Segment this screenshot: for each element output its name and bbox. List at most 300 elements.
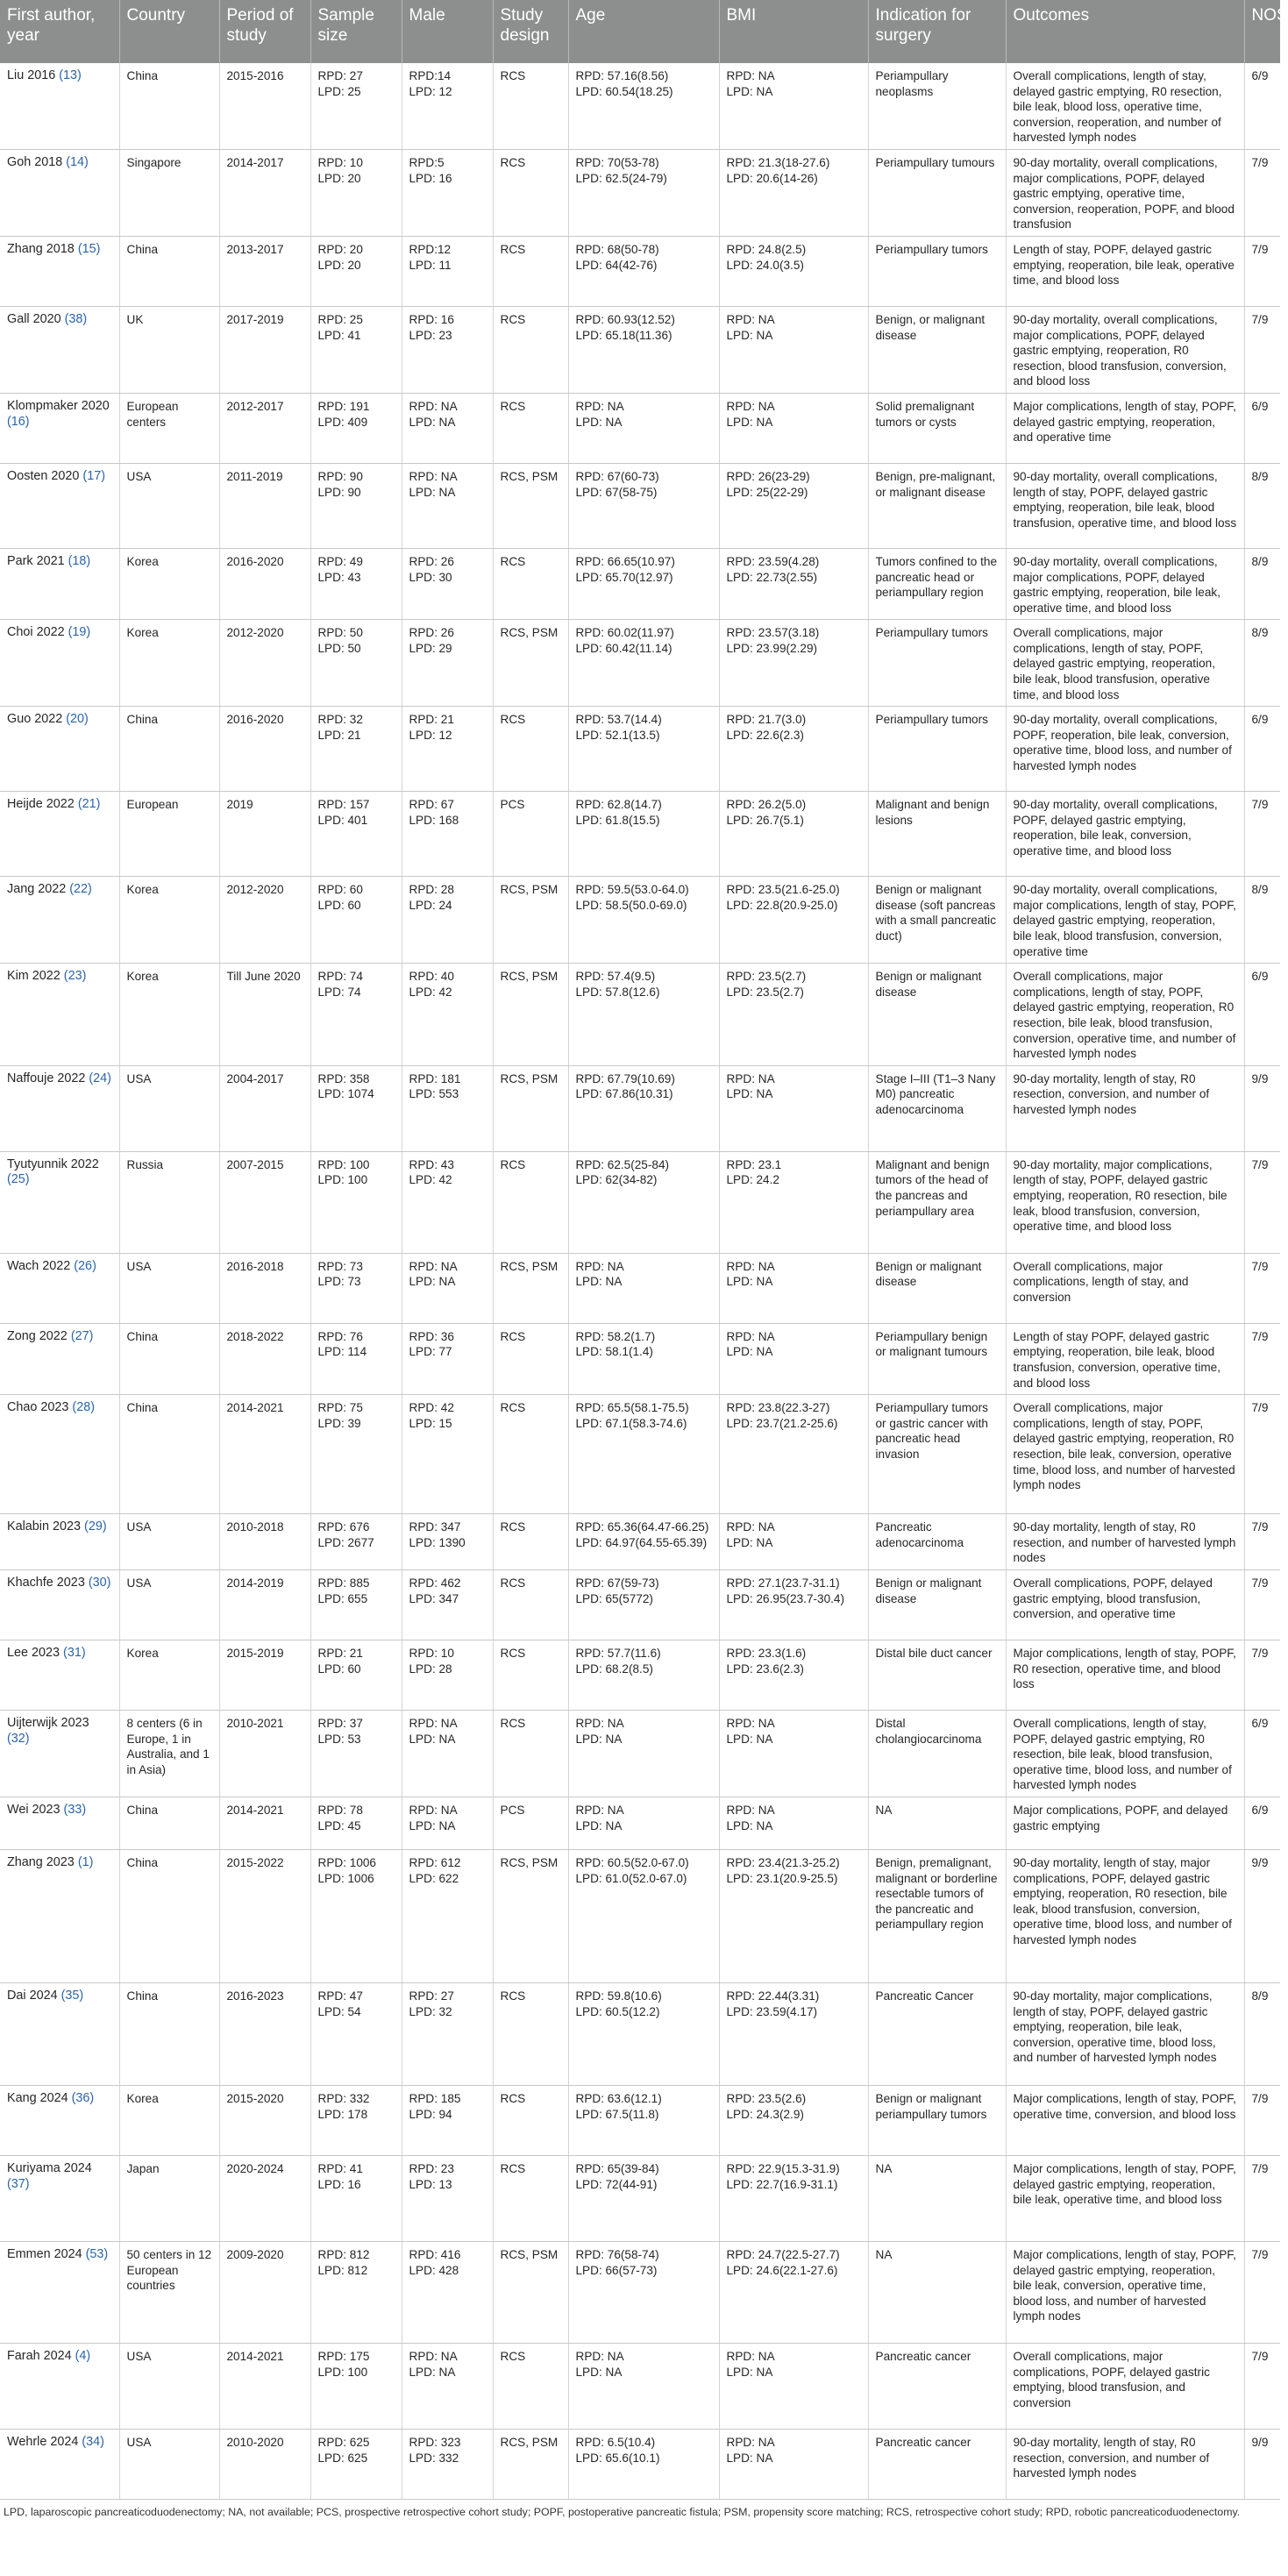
male-rpd: RPD: 28 (409, 883, 454, 897)
reference-link: (31) (63, 1645, 86, 1660)
cell-study-design (493, 149, 568, 236)
cell-study-design (493, 1797, 568, 1849)
outcomes-value: Overall complications, major complications, length of stay, POPF, delayed gastric emptying, reoperation, R0 resection, bile leak, conversion, operative time, blood loss, and number of harvested lymph nodes (1013, 1401, 1235, 1492)
bmi-rpd: RPD: NA (726, 69, 775, 82)
cell-sample-size (310, 1569, 402, 1640)
country-value: USA (126, 469, 152, 483)
table-header (0, 0, 1288, 63)
table-row (0, 2155, 1280, 2241)
sample-lpd: LPD: 50 (317, 641, 361, 655)
outcomes-value: Length of stay POPF, delayed gastric emptying, reoperation, bile leak, blood transfusion, conversion, operative time, and blood loss (1013, 1329, 1220, 1390)
period-value: 2010-2020 (226, 2435, 284, 2449)
cell-nos (1244, 306, 1280, 393)
author-name: Kalabin 2023 (7, 1519, 82, 1534)
cell-age (568, 149, 719, 236)
cell-author (0, 1151, 119, 1253)
cell-male (402, 1849, 493, 1982)
cell-country (119, 2343, 219, 2429)
header-male: Male (402, 0, 493, 63)
cell-male (402, 1065, 493, 1151)
author-name: Oosten 2020 (7, 468, 80, 483)
design-value: RCS (500, 1401, 526, 1415)
sample-lpd: LPD: 20 (317, 171, 361, 185)
cell-author (0, 63, 119, 149)
author-name: Wei 2023 (7, 1802, 60, 1817)
cell-age (568, 877, 719, 964)
cell-period (219, 463, 310, 548)
bmi-lpd: LPD: NA (726, 1732, 773, 1746)
reference-link: (13) (59, 68, 82, 82)
outcomes-value: Overall complications, major complications, length of stay, and conversion (1013, 1259, 1189, 1304)
reference-link: (37) (7, 2176, 30, 2191)
bmi-lpd: LPD: 25(22-29) (726, 485, 808, 499)
male-lpd: LPD: 553 (409, 1087, 459, 1101)
reference-link: (1) (77, 1854, 94, 1869)
sample-rpd: RPD: 47 (317, 1989, 363, 2003)
design-value: PCS (500, 1803, 525, 1817)
table-row (0, 2343, 1280, 2429)
cell-author (0, 1797, 119, 1849)
indication-value: Pancreatic Cancer (875, 1989, 974, 2003)
period-value: Till June 2020 (226, 970, 301, 984)
indication-value: NA (875, 2247, 893, 2261)
table-row (0, 707, 1280, 792)
cell-indication (868, 1982, 1006, 2085)
male-rpd: RPD: 26 (409, 626, 454, 640)
male-lpd: LPD: 16 (409, 171, 452, 185)
cell-bmi (719, 964, 868, 1066)
outcomes-value: Overall complications, major complications, length of stay, POPF, delayed gastric emptying, reoperation, bile leak, blood transfusion, operative time, and blood loss (1013, 626, 1215, 701)
cell-period (219, 63, 310, 149)
cell-male (402, 1710, 493, 1797)
age-rpd: RPD: 59.8(10.6) (575, 1989, 662, 2003)
author-name: Gall 2020 (7, 311, 61, 326)
cell-country (119, 1797, 219, 1849)
country-value: Korea (126, 883, 159, 897)
nos-value: 7/9 (1251, 2349, 1269, 2363)
author-name: Emmen 2024 (7, 2246, 82, 2261)
sample-rpd: RPD: 175 (317, 2349, 370, 2363)
cell-country (119, 2429, 219, 2499)
bmi-rpd: RPD: 26(23-29) (726, 469, 810, 483)
country-value: USA (126, 2435, 152, 2449)
bmi-lpd: LPD: 23.99(2.29) (726, 641, 818, 655)
cell-study-design (493, 1514, 568, 1570)
cell-bmi (719, 2155, 868, 2241)
table-row (0, 620, 1280, 707)
cell-period (219, 964, 310, 1066)
cell-age (568, 1065, 719, 1151)
indication-value: Periampullary tumors (875, 713, 988, 727)
indication-value: Periampullary neoplasms (875, 69, 949, 98)
table-row (0, 1982, 1280, 2085)
male-lpd: LPD: 332 (409, 2451, 459, 2465)
cell-bmi (719, 2085, 868, 2155)
cell-nos (1244, 1323, 1280, 1394)
age-lpd: LPD: 65.6(10.1) (575, 2451, 660, 2465)
sample-rpd: RPD: 50 (317, 626, 363, 640)
age-rpd: RPD: 57.16(8.56) (575, 69, 669, 82)
cell-period (219, 236, 310, 306)
sample-rpd: RPD: 74 (317, 970, 363, 984)
cell-bmi (719, 2429, 868, 2499)
sample-lpd: LPD: 73 (317, 1275, 361, 1289)
male-rpd: RPD: NA (409, 1259, 458, 1273)
nos-value: 8/9 (1251, 883, 1269, 897)
author-name: Zhang 2018 (7, 241, 75, 256)
bmi-rpd: RPD: 23.8(22.3-27) (726, 1401, 830, 1415)
cell-outcomes (1006, 463, 1244, 548)
cell-age (568, 1982, 719, 2085)
table-footnote: LPD, laparoscopic pancreaticoduodenectomy; NA, not available; PCS, prospective retrospective cohort study; POPF, postoperative pancreatic fistula; PSM, propensity score matching; RCS, retrospective cohort study; RPD, robotic pancreaticoduodenectomy. (4, 2505, 1241, 2518)
sample-lpd: LPD: 100 (317, 1173, 368, 1187)
bmi-lpd: LPD: NA (726, 2365, 773, 2379)
design-value: RCS (500, 2161, 526, 2175)
sample-lpd: LPD: 41 (317, 328, 361, 342)
cell-age (568, 548, 719, 619)
reference-link: (19) (68, 625, 91, 640)
cell-sample-size (310, 792, 402, 877)
indication-value: Benign or malignant disease (875, 1576, 982, 1605)
male-rpd: RPD: 42 (409, 1401, 454, 1415)
cell-indication (868, 393, 1006, 463)
cell-age (568, 1569, 719, 1640)
design-value: RCS (500, 1646, 526, 1660)
outcomes-value: Length of stay, POPF, delayed gastric emptying, reoperation, bile leak, operative time, and blood loss (1013, 242, 1235, 288)
reference-link: (17) (82, 468, 106, 483)
period-value: 2015-2022 (226, 1855, 284, 1869)
cell-period (219, 1395, 310, 1514)
age-rpd: RPD: 63.6(12.1) (575, 2091, 662, 2105)
cell-male (402, 2343, 493, 2429)
age-rpd: RPD: NA (575, 1259, 624, 1273)
reference-link: (34) (82, 2434, 104, 2449)
table-row (0, 393, 1280, 463)
bmi-rpd: RPD: NA (726, 312, 775, 326)
cell-male (402, 63, 493, 149)
bmi-rpd: RPD: 23.3(1.6) (726, 1646, 807, 1660)
period-value: 2016-2023 (226, 1989, 284, 2003)
bmi-rpd: RPD: 23.5(21.6-25.0) (726, 883, 840, 897)
bmi-rpd: RPD: NA (726, 1803, 775, 1817)
bmi-lpd: LPD: 22.8(20.9-25.0) (726, 898, 838, 912)
indication-value: Benign or malignant disease (875, 1259, 982, 1289)
cell-outcomes (1006, 620, 1244, 707)
cell-author (0, 1065, 119, 1151)
cell-period (219, 792, 310, 877)
cell-country (119, 877, 219, 964)
male-lpd: LPD: 428 (409, 2263, 459, 2277)
male-lpd: LPD: 42 (409, 985, 452, 999)
nos-value: 7/9 (1251, 2091, 1269, 2105)
cell-author (0, 236, 119, 306)
table-row (0, 1395, 1280, 1514)
cell-country (119, 1710, 219, 1797)
author-name: Khachfe 2023 (7, 1575, 85, 1590)
outcomes-value: Overall complications, major complications, length of stay, POPF, delayed gastric emptying, reoperation, R0 resection, bile leak, blood transfusion, conversion, operative time, and number of harvested lymph nodes (1013, 970, 1236, 1061)
male-rpd: RPD: 323 (409, 2435, 461, 2449)
male-rpd: RPD: 26 (409, 554, 454, 568)
indication-value: Distal bile duct cancer (875, 1646, 993, 1660)
age-rpd: RPD: 57.4(9.5) (575, 970, 656, 984)
male-rpd: RPD: 416 (409, 2247, 461, 2261)
cell-country (119, 63, 219, 149)
nos-value: 7/9 (1251, 798, 1269, 812)
sample-lpd: LPD: 100 (317, 2365, 368, 2379)
cell-male (402, 236, 493, 306)
cell-nos (1244, 2429, 1280, 2499)
cell-period (219, 2429, 310, 2499)
cell-outcomes (1006, 2085, 1244, 2155)
table-row (0, 792, 1280, 877)
indication-value: NA (875, 1803, 893, 1817)
cell-bmi (719, 1151, 868, 1253)
cell-sample-size (310, 707, 402, 792)
reference-link: (14) (66, 154, 89, 169)
indication-value: Periampullary tumors (875, 242, 988, 256)
sample-rpd: RPD: 100 (317, 1157, 370, 1171)
cell-country (119, 2241, 219, 2343)
sample-rpd: RPD: 1006 (317, 1855, 376, 1869)
period-value: 2012-2017 (226, 399, 284, 413)
cell-author (0, 792, 119, 877)
male-lpd: LPD: 11 (409, 258, 452, 272)
sample-rpd: RPD: 41 (317, 2161, 363, 2175)
nos-value: 7/9 (1251, 155, 1269, 169)
indication-value: Pancreatic cancer (875, 2349, 971, 2363)
bmi-lpd: LPD: 23.1(20.9-25.5) (726, 1871, 838, 1885)
sample-lpd: LPD: 43 (317, 570, 361, 584)
cell-nos (1244, 1253, 1280, 1323)
design-value: RCS (500, 2091, 526, 2105)
male-rpd: RPD: 36 (409, 1329, 454, 1343)
bmi-rpd: RPD: 23.57(3.18) (726, 626, 820, 640)
cell-outcomes (1006, 1849, 1244, 1982)
age-lpd: LPD: 65(5772) (575, 1591, 653, 1605)
age-rpd: RPD: 6.5(10.4) (575, 2435, 656, 2449)
cell-nos (1244, 1569, 1280, 1640)
author-name: Wehrle 2024 (7, 2434, 79, 2449)
cell-period (219, 548, 310, 619)
period-value: 2013-2017 (226, 242, 284, 256)
country-value: Russia (126, 1157, 164, 1171)
cell-sample-size (310, 2429, 402, 2499)
reference-link: (20) (66, 712, 89, 727)
cell-study-design (493, 1395, 568, 1514)
cell-sample-size (310, 463, 402, 548)
nos-value: 6/9 (1251, 399, 1269, 413)
reference-link: (24) (89, 1071, 111, 1085)
indication-value: Stage I–III (T1–3 Nany M0) pancreatic adenocarcinoma (875, 1071, 996, 1116)
cell-indication (868, 1253, 1006, 1323)
age-lpd: LPD: 58.5(50.0-69.0) (575, 898, 687, 912)
table-row (0, 149, 1280, 236)
cell-age (568, 1514, 719, 1570)
nos-value: 8/9 (1251, 1989, 1269, 2003)
cell-bmi (719, 548, 868, 619)
author-name: Heijde 2022 (7, 797, 75, 812)
design-value: RCS, PSM (500, 2247, 559, 2261)
bmi-lpd: LPD: NA (726, 415, 773, 429)
cell-indication (868, 1151, 1006, 1253)
age-rpd: RPD: NA (575, 1716, 624, 1730)
male-lpd: LPD: 32 (409, 2004, 452, 2018)
outcomes-value: Overall complications, length of stay, delayed gastric emptying, R0 resection, bile leak, blood loss, operative time, conversion, reoperation, and number of harvested lymph nodes (1013, 69, 1222, 145)
bmi-rpd: RPD: 22.9(15.3-31.9) (726, 2161, 840, 2175)
sample-rpd: RPD: 49 (317, 554, 363, 568)
author-name: Jang 2022 (7, 882, 67, 897)
cell-author (0, 877, 119, 964)
male-lpd: LPD: 13 (409, 2177, 452, 2191)
cell-nos (1244, 1514, 1280, 1570)
age-rpd: RPD: NA (575, 399, 624, 413)
table-row (0, 1253, 1280, 1323)
cell-country (119, 1151, 219, 1253)
design-value: RCS, PSM (500, 883, 559, 897)
cell-age (568, 463, 719, 548)
cell-sample-size (310, 620, 402, 707)
cell-bmi (719, 2343, 868, 2429)
male-rpd: RPD: 16 (409, 312, 454, 326)
cell-age (568, 2343, 719, 2429)
reference-link: (16) (7, 414, 30, 429)
cell-study-design (493, 1323, 568, 1394)
cell-bmi (719, 236, 868, 306)
cell-country (119, 620, 219, 707)
design-value: RCS, PSM (500, 1071, 559, 1085)
cell-age (568, 707, 719, 792)
cell-nos (1244, 877, 1280, 964)
age-lpd: LPD: 62.5(24-79) (575, 171, 667, 185)
age-rpd: RPD: 57.7(11.6) (575, 1646, 661, 1660)
nos-value: 8/9 (1251, 469, 1269, 483)
nos-value: 6/9 (1251, 1716, 1269, 1730)
cell-sample-size (310, 877, 402, 964)
cell-author (0, 1514, 119, 1570)
cell-author (0, 1982, 119, 2085)
outcomes-value: 90-day mortality, overall complications, length of stay, POPF, delayed gastric emptying, reoperation, bile leak, blood transfusion, operative time, and blood loss (1013, 469, 1237, 530)
reference-link: (36) (71, 2090, 95, 2105)
cell-male (402, 707, 493, 792)
cell-study-design (493, 2155, 568, 2241)
cell-period (219, 1797, 310, 1849)
table-row (0, 1065, 1280, 1151)
header-period: Period of study (219, 0, 310, 63)
indication-value: Benign or malignant disease (875, 970, 982, 999)
bmi-rpd: RPD: NA (726, 1259, 775, 1273)
cell-age (568, 1151, 719, 1253)
reference-link: (21) (77, 797, 101, 812)
author-name: Choi 2022 (7, 625, 65, 640)
reference-link: (33) (63, 1802, 87, 1817)
indication-value: Periampullary benign or malignant tumours (875, 1329, 988, 1359)
country-value: 50 centers in 12 European countries (126, 2247, 212, 2293)
header-bmi: BMI (719, 0, 868, 63)
author-name: Guo 2022 (7, 712, 63, 727)
design-value: RCS (500, 69, 526, 82)
sample-rpd: RPD: 191 (317, 399, 370, 413)
bmi-lpd: LPD: 26.95(23.7-30.4) (726, 1591, 845, 1605)
bmi-rpd: RPD: 27.1(23.7-31.1) (726, 1576, 840, 1590)
indication-value: Periampullary tumors or gastric cancer with pancreatic head invasion (875, 1401, 988, 1461)
outcomes-value: 90-day mortality, overall complications, POPF, reoperation, bile leak, conversion, operative time, blood loss, and number of harvested lymph nodes (1013, 713, 1232, 773)
table-row (0, 1797, 1280, 1849)
age-rpd: RPD: 65.36(64.47-66.25) (575, 1520, 709, 1534)
country-value: Korea (126, 970, 159, 984)
outcomes-value: Major complications, length of stay, POPF, operative time, conversion, and blood loss (1013, 2091, 1236, 2121)
male-rpd: RPD:5 (409, 155, 445, 169)
bmi-lpd: LPD: NA (726, 1818, 773, 1832)
male-lpd: LPD: 24 (409, 898, 452, 912)
cell-outcomes (1006, 306, 1244, 393)
indication-value: Benign, or malignant disease (875, 312, 986, 342)
country-value: China (126, 69, 159, 82)
sample-rpd: RPD: 90 (317, 469, 363, 483)
age-lpd: LPD: 66(57-73) (575, 2263, 658, 2277)
male-lpd: LPD: 347 (409, 1591, 459, 1605)
cell-author (0, 463, 119, 548)
period-value: 2012-2020 (226, 626, 284, 640)
male-rpd: RPD: NA (409, 399, 458, 413)
cell-male (402, 1797, 493, 1849)
table-row (0, 964, 1280, 1066)
design-value: RCS (500, 554, 526, 568)
country-value: China (126, 1329, 159, 1343)
cell-study-design (493, 2429, 568, 2499)
cell-male (402, 620, 493, 707)
country-value: China (126, 1803, 159, 1817)
cell-study-design (493, 1253, 568, 1323)
outcomes-value: Overall complications, POPF, delayed gastric emptying, blood transfusion, conversion, and operative time (1013, 1576, 1213, 1621)
author-name: Kang 2024 (7, 2090, 68, 2105)
cell-nos (1244, 1982, 1280, 2085)
cell-bmi (719, 149, 868, 236)
bmi-lpd: LPD: 22.73(2.55) (726, 570, 818, 584)
bmi-lpd: LPD: 23.59(4.17) (726, 2004, 818, 2018)
age-rpd: RPD: NA (575, 2349, 624, 2363)
cell-author (0, 1849, 119, 1982)
period-value: 2014-2019 (226, 1576, 284, 1590)
bmi-rpd: RPD: 23.59(4.28) (726, 554, 820, 568)
cell-bmi (719, 63, 868, 149)
design-value: RCS (500, 1576, 526, 1590)
bmi-rpd: RPD: 23.1 (726, 1157, 782, 1171)
cell-male (402, 1323, 493, 1394)
table-row (0, 2241, 1280, 2343)
cell-indication (868, 620, 1006, 707)
cell-sample-size (310, 2085, 402, 2155)
period-value: 2007-2015 (226, 1157, 284, 1171)
age-lpd: LPD: 64.97(64.55-65.39) (575, 1535, 708, 1549)
cell-bmi (719, 1640, 868, 1710)
cell-country (119, 1065, 219, 1151)
nos-value: 9/9 (1251, 1071, 1269, 1085)
design-value: RCS (500, 2349, 526, 2363)
male-lpd: LPD: 77 (409, 1345, 452, 1359)
country-value: Korea (126, 2091, 159, 2105)
nos-value: 7/9 (1251, 2247, 1269, 2261)
cell-period (219, 1151, 310, 1253)
cell-indication (868, 1710, 1006, 1797)
cell-age (568, 236, 719, 306)
cell-sample-size (310, 236, 402, 306)
cell-country (119, 792, 219, 877)
cell-period (219, 1323, 310, 1394)
male-rpd: RPD: 612 (409, 1855, 461, 1869)
cell-sample-size (310, 1849, 402, 1982)
outcomes-value: 90-day mortality, overall complications, major complications, POPF, delayed gastric emptying, reoperation, bile leak, operative time, and blood loss (1013, 554, 1221, 615)
indication-value: NA (875, 2161, 893, 2175)
